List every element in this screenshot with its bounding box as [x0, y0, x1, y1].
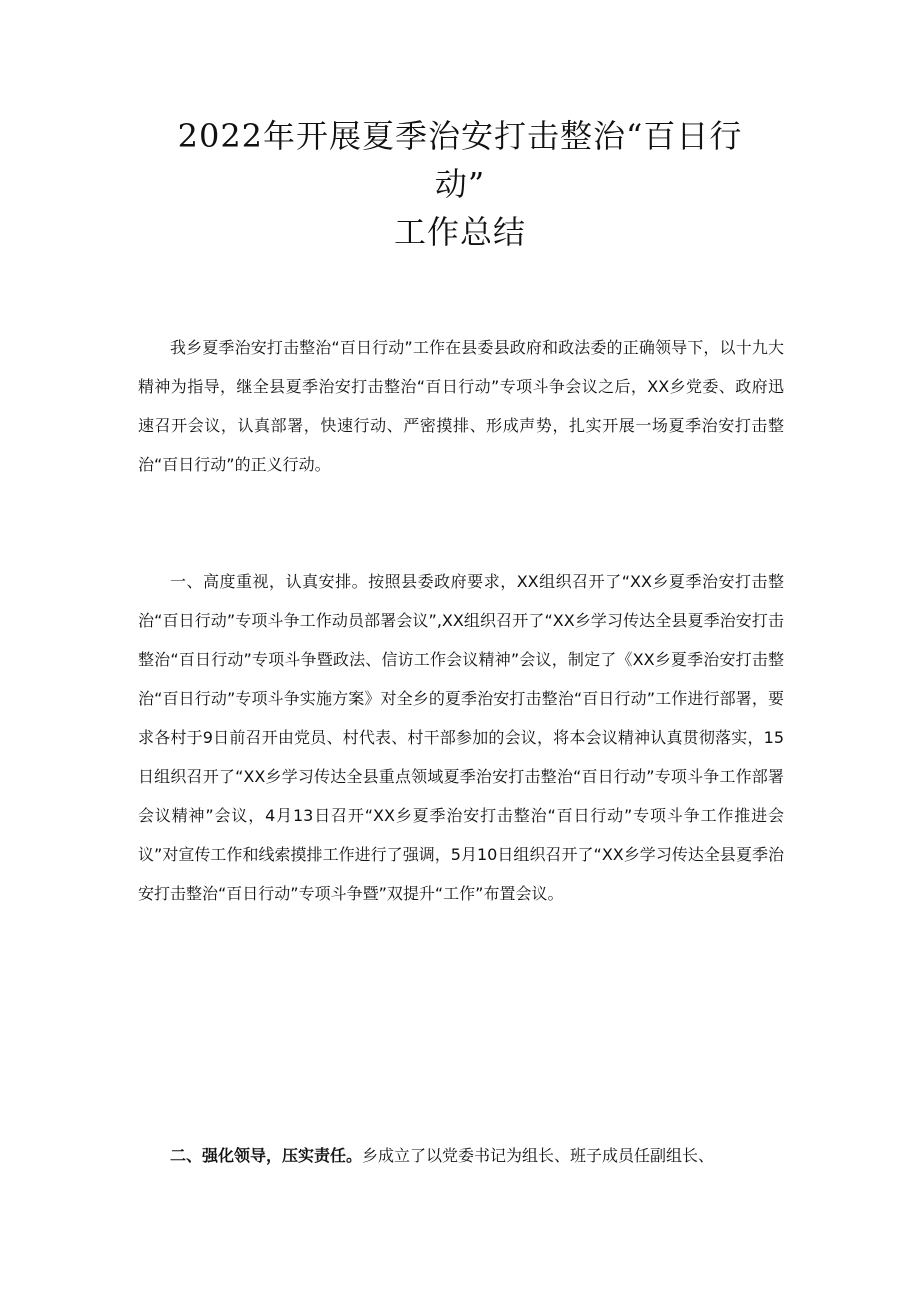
paragraph-section-1: 一、高度重视，认真安排。按照县委政府要求，XX组织召开了“XX乡夏季治安打击整治“百日行动”专项斗争工作动员部署会议”,XX组织召开了“XX乡学习传达全县夏季治安打击整治“百日行动”专项斗争暨政法、信访工作会议精神”会议，制定了《XX乡夏季治安打击整治“百日行动”专项斗争实施方案》对全乡的夏季治安打击整治“百日行动”工作进行部署，要求各村于9日前召开由党员、村代表、村干部参加的会议，将本会议精神认真贯彻落实，15日组织召开了“XX乡学习传达全县重点领域夏季治安打击整治“百日行动”专项斗争工作部署会议精神”会议，4月13日召开“XX乡夏季治安打击整治“百日行动”专项斗争工作推进会议”对宣传工作和线索摸排工作进行了强调，5月10日组织召开了“XX乡学习传达全县夏季治安打击整治“百日行动”专项斗争暨”双提升“工作”布置会议。	[138, 572, 784, 903]
section-2-heading: 二、强化领导，压实责任。	[170, 1146, 363, 1165]
title-line-1: 2022年开展夏季治安打击整治“百日行	[177, 117, 743, 155]
document-title	[130, 112, 790, 256]
paragraph-intro: 我乡夏季治安打击整治“百日行动”工作在县委县政府和政法委的正确领导下，以十九大精神为指导，继全县夏季治安打击整治“百日行动”专项斗争会议之后，XX乡党委、政府迅速召开会议，认真部署，快速行动、严密摸排、形成声势，扎实开展一场夏季治安打击整治“百日行动”的正义行动。	[138, 338, 784, 474]
title-line-2: 动”	[434, 165, 486, 203]
title-line-3: 工作总结	[393, 213, 526, 251]
section-2-text: 乡成立了以党委书记为组长、班子成员任副组长、	[362, 1146, 715, 1165]
paragraph-section-2	[138, 1136, 784, 1175]
